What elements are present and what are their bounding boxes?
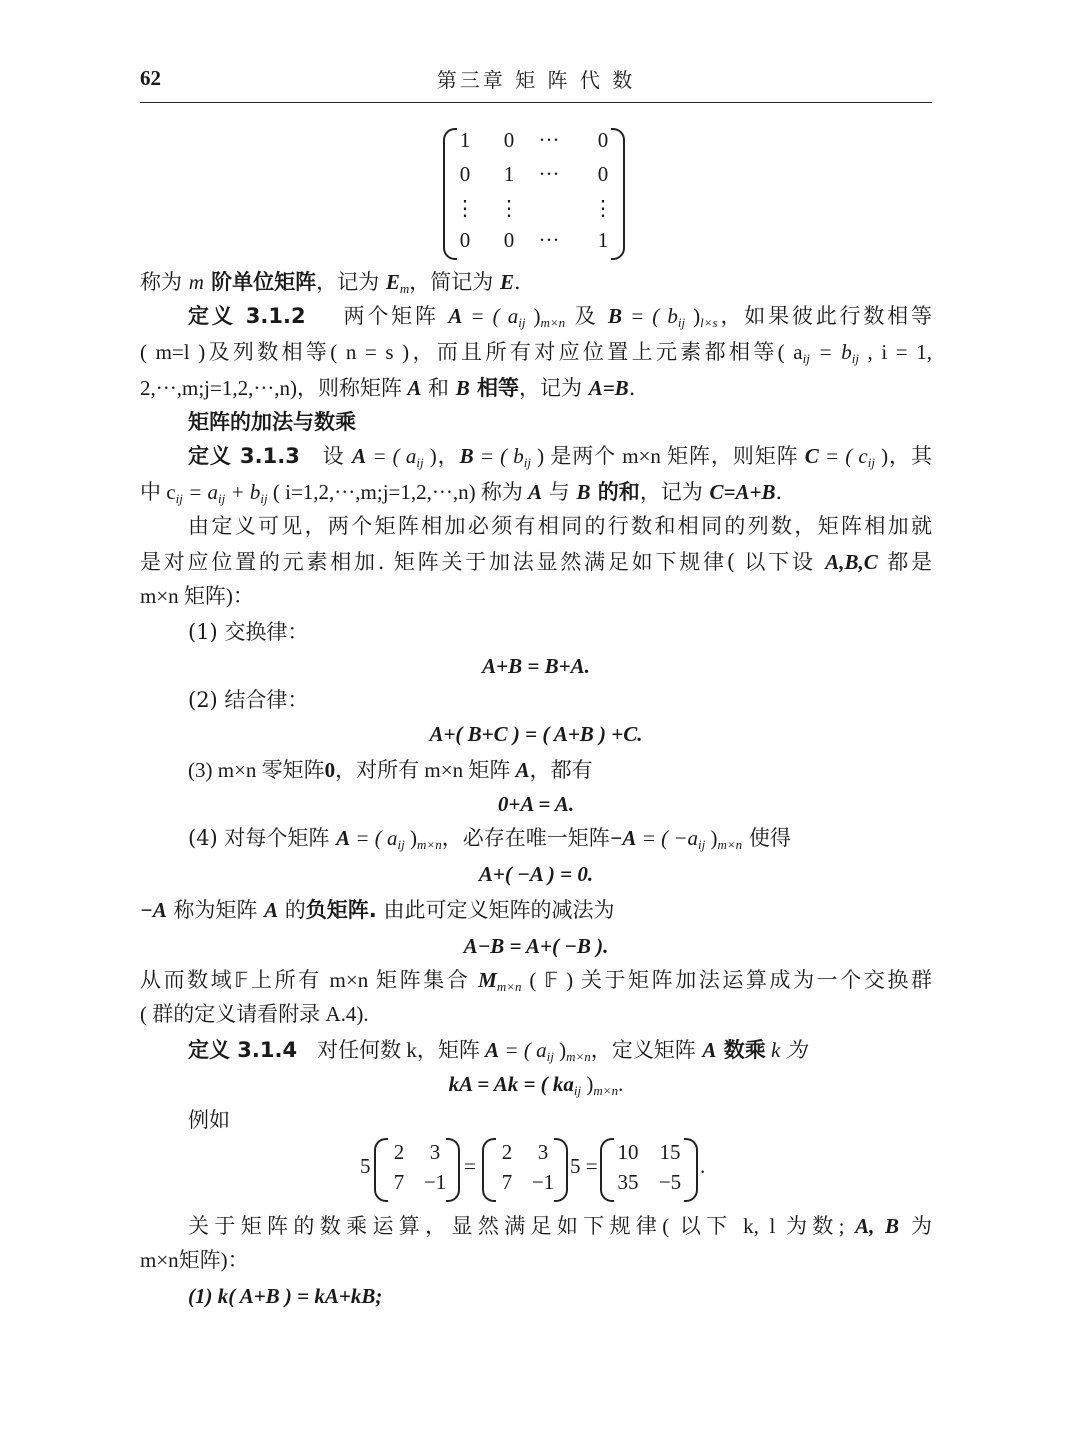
- identity-matrix: [443, 128, 625, 260]
- matrix-entry: 0: [459, 228, 471, 252]
- text: 中 c: [140, 480, 176, 504]
- group-line-2: [140, 998, 932, 1032]
- matrix-entry: −1: [423, 1170, 447, 1194]
- section-title: [140, 406, 932, 440]
- example-scalar: 5: [360, 1154, 371, 1178]
- text: 是对应位置的元素相加. 矩阵关于加法显然满足如下规律( 以下设: [140, 550, 826, 574]
- subscript: m×n: [566, 1049, 591, 1064]
- text: 对任何数 k，矩阵: [317, 1038, 486, 1062]
- math-A: A: [352, 444, 367, 468]
- definition-label: 定义 3.1.2: [188, 304, 306, 328]
- math: = ( −a: [636, 826, 699, 850]
- subscript: m×n: [496, 979, 522, 994]
- scalar-laws-line-1: [140, 1210, 932, 1244]
- math: = ( a: [366, 444, 417, 468]
- math-A: A: [485, 1038, 500, 1062]
- subscript: m×n: [417, 837, 442, 852]
- subscript: m×n: [540, 315, 566, 330]
- matrix-entry: ···: [538, 162, 560, 186]
- text: .: [513, 270, 521, 294]
- text: 设: [322, 444, 353, 468]
- text: ，如果彼此行数相等: [717, 304, 932, 328]
- text: 由此可定义矩阵的减法为: [376, 898, 615, 922]
- text: 由定义可见，两个矩阵相加必须有相同的行数和相同的列数，矩阵相加就: [188, 514, 932, 538]
- law-2-equation: [140, 718, 932, 752]
- math-B: B: [576, 480, 591, 504]
- text: m×n 矩阵)：: [140, 584, 254, 608]
- matrix-entry: 3: [537, 1140, 549, 1164]
- subtraction-equation: [140, 930, 932, 964]
- matrix-entry: 15: [659, 1140, 681, 1164]
- math: .: [618, 1072, 624, 1096]
- math-E: E: [385, 270, 400, 294]
- text: 称为: [140, 270, 189, 294]
- math: + b: [225, 480, 261, 504]
- subscript: ij: [260, 491, 268, 506]
- paragraph-line: [140, 580, 932, 614]
- subscript: ij: [677, 315, 686, 330]
- matrix-entry: 2: [501, 1140, 513, 1164]
- law-1-equation: [140, 650, 932, 684]
- subscript: m: [399, 281, 410, 296]
- matrix-entry: 0: [503, 228, 515, 252]
- matrix-entry: 3: [429, 1140, 441, 1164]
- running-title: 第三章 矩 阵 代 数: [436, 68, 636, 92]
- math-equation: 0+A = A.: [497, 792, 575, 816]
- term-equal: 相等: [469, 376, 520, 400]
- text: ，定义矩阵: [590, 1038, 703, 1062]
- definition-3-1-2-line-1: [140, 300, 932, 334]
- text: 两个矩阵: [343, 304, 449, 328]
- subscript: m×n: [717, 837, 743, 852]
- math-A: A: [515, 758, 530, 782]
- text: 例如: [188, 1108, 230, 1132]
- math: ): [685, 304, 701, 328]
- subscript: ij: [397, 837, 405, 852]
- law-1-label: [140, 616, 932, 650]
- paragraph-line: [140, 510, 932, 544]
- math: , i = 1,: [858, 340, 932, 364]
- text: 使得: [742, 826, 791, 850]
- term-identity-matrix: 阶单位矩阵: [203, 270, 317, 294]
- math-neg-A: −A: [609, 826, 637, 850]
- identity-definition-line: [140, 266, 932, 300]
- matrix-entry: 35: [617, 1170, 639, 1194]
- term-sum: 的和: [590, 480, 640, 504]
- math-C: C: [804, 444, 819, 468]
- subscript: l×s: [700, 315, 718, 330]
- math-AB: A, B: [855, 1214, 899, 1238]
- page-header: [140, 66, 932, 98]
- scalar-law-1: [140, 1280, 932, 1314]
- text: 及: [565, 304, 608, 328]
- text: 2,···,m;j=1,2,···,n)，则称矩阵: [140, 376, 408, 400]
- matrix-entry: 0: [503, 128, 515, 152]
- math: = ( a: [462, 304, 519, 328]
- definition-3-1-2-line-3: [140, 372, 932, 406]
- law-4-label: [140, 822, 932, 856]
- matrix-entry: 1: [503, 162, 515, 186]
- term-scalar-mult: 数乘: [716, 1038, 766, 1062]
- math: ): [525, 304, 541, 328]
- math-equation: A=B: [588, 376, 629, 400]
- math: = ( c: [818, 444, 868, 468]
- math: = ( b: [622, 304, 678, 328]
- math-B: B: [455, 376, 470, 400]
- text: 从而数域𝔽上所有 m×n 矩阵集合: [140, 968, 479, 992]
- example-label: [140, 1104, 932, 1138]
- subscript: ij: [851, 351, 859, 366]
- text: ( i=1,2,···,m;j=1,2,···,n) 称为: [267, 480, 529, 504]
- math: ): [705, 826, 718, 850]
- math-A: A: [528, 480, 543, 504]
- example-matrix-1: [374, 1138, 460, 1202]
- text: ，记为: [519, 376, 589, 400]
- text: (1) 交换律：: [188, 620, 309, 644]
- example-matrix-2: [482, 1138, 568, 1202]
- term-negative-matrix: 负矩阵.: [305, 898, 377, 922]
- math-equation: (1) k( A+B ) = kA+kB;: [188, 1284, 383, 1308]
- math-equation: A+( −A ) = 0.: [478, 862, 594, 886]
- math: ): [553, 1038, 567, 1062]
- law-3-equation: [140, 788, 932, 822]
- matrix-entry: ···: [538, 128, 560, 152]
- math-A: A: [336, 826, 351, 850]
- math-equation: A+( B+C ) = ( A+B ) +C.: [429, 722, 643, 746]
- math: = ( a: [350, 826, 398, 850]
- matrix-entry: −1: [531, 1170, 555, 1194]
- math-A: A: [702, 1038, 717, 1062]
- text: (2) 结合律：: [188, 688, 309, 712]
- math-ABC: A,B,C: [825, 550, 878, 574]
- text: 与: [542, 480, 577, 504]
- text: 都是: [877, 550, 932, 574]
- text: 关于矩阵的数乘运算，显然满足如下规律( 以下 k, l 为数;: [188, 1214, 856, 1238]
- math: = ( a: [499, 1038, 547, 1062]
- text: k 为: [765, 1038, 807, 1062]
- matrix-entry: 2: [393, 1140, 405, 1164]
- math-A: A: [407, 376, 422, 400]
- math: = b: [809, 340, 852, 364]
- definition-label: 定义 3.1.3: [188, 444, 300, 468]
- text: 为: [898, 1214, 932, 1238]
- subscript: ij: [217, 491, 226, 506]
- text: ，对所有 m×n 矩阵: [335, 758, 516, 782]
- scalar-laws-line-2: [140, 1244, 932, 1278]
- definition-3-1-3-line-1: [140, 440, 932, 474]
- text: (4) 对每个矩阵: [188, 826, 337, 850]
- text: 的: [278, 898, 306, 922]
- text: ，记为: [316, 270, 386, 294]
- math-B: B: [607, 304, 622, 328]
- math-m: m: [188, 270, 204, 294]
- equals-sign: =: [464, 1154, 476, 1178]
- text: m×n矩阵)：: [140, 1248, 249, 1272]
- math-equation: A−B = A+( −B ).: [463, 934, 609, 958]
- matrix-entry: −5: [658, 1170, 682, 1194]
- subscript: ij: [867, 455, 875, 470]
- law-3-label: [140, 754, 932, 788]
- math-M: M: [478, 968, 497, 992]
- text: ( m=l )及列数相等( n = s )，而且所有对应位置上元素都相等( a: [140, 340, 803, 364]
- text: ( 𝔽 ) 关于矩阵加法运算成为一个交换群: [521, 968, 932, 992]
- matrix-entry: 1: [459, 128, 471, 152]
- scalar-definition-equation: [140, 1068, 932, 1102]
- math: ): [581, 1072, 594, 1096]
- definition-3-1-3-line-2: [140, 476, 932, 510]
- matrix-entry: 0: [597, 128, 609, 152]
- math-zero: 0: [324, 758, 336, 782]
- definition-3-1-2-line-2: [140, 336, 932, 370]
- math-equation: kA = Ak = ( ka: [448, 1072, 574, 1096]
- matrix-entry: 7: [501, 1170, 513, 1194]
- section-title-text: 矩阵的加法与数乘: [188, 410, 356, 434]
- law-2-label: [140, 684, 932, 718]
- example-matrix-3: [600, 1138, 698, 1202]
- math: = ( b: [473, 444, 524, 468]
- text: ，必存在唯一矩阵: [441, 826, 610, 850]
- math-A: A: [264, 898, 279, 922]
- matrix-entry: ⋮: [498, 196, 520, 220]
- definition-label: 定义 3.1.4: [188, 1038, 298, 1062]
- math-A: A: [448, 304, 463, 328]
- math: )，: [423, 444, 460, 468]
- subscript: ij: [573, 1083, 582, 1098]
- text: (3) m×n 零矩阵: [188, 758, 325, 782]
- period: .: [700, 1154, 706, 1178]
- subscript: ij: [698, 837, 706, 852]
- matrix-entry: 0: [459, 162, 471, 186]
- math-neg-A: −A: [140, 898, 167, 922]
- matrix-entry: 1: [597, 228, 609, 252]
- scalar-equals: 5 =: [570, 1154, 598, 1178]
- text: ( 群的定义请看附录 A.4).: [140, 1002, 369, 1026]
- subscript: ij: [546, 1049, 554, 1064]
- math: ): [404, 826, 418, 850]
- matrix-entry: 0: [597, 162, 609, 186]
- definition-3-1-4-line: [140, 1034, 932, 1068]
- paragraph-line: [140, 546, 932, 580]
- matrix-entry: 7: [393, 1170, 405, 1194]
- text: )，其: [874, 444, 932, 468]
- header-rule: [140, 102, 932, 103]
- negative-matrix-line: [140, 894, 932, 928]
- subscript: ij: [518, 315, 526, 330]
- subscript: ij: [523, 455, 531, 470]
- group-line-1: [140, 964, 932, 998]
- matrix-entry: 10: [617, 1140, 639, 1164]
- text: 称为矩阵: [166, 898, 265, 922]
- math: = a: [182, 480, 218, 504]
- law-4-equation: [140, 858, 932, 892]
- subscript: ij: [802, 351, 810, 366]
- text: .: [775, 480, 783, 504]
- math-B: B: [459, 444, 474, 468]
- text: ) 是两个 m×n 矩阵，则矩阵: [531, 444, 805, 468]
- text: ，记为: [639, 480, 710, 504]
- text: .: [628, 376, 636, 400]
- text: ，简记为: [409, 270, 500, 294]
- matrix-entry: ⋮: [592, 196, 614, 220]
- text: ，都有: [529, 758, 593, 782]
- math-equation: A+B = B+A.: [482, 654, 590, 678]
- matrix-entry: ···: [538, 228, 560, 252]
- math-E: E: [499, 270, 514, 294]
- text: 和: [421, 376, 456, 400]
- math-equation: C=A+B: [709, 480, 776, 504]
- subscript: ij: [416, 455, 424, 470]
- matrix-entry: ⋮: [454, 196, 476, 220]
- subscript: ij: [175, 491, 183, 506]
- page-number: 62: [140, 66, 161, 90]
- subscript: m×n: [593, 1083, 619, 1098]
